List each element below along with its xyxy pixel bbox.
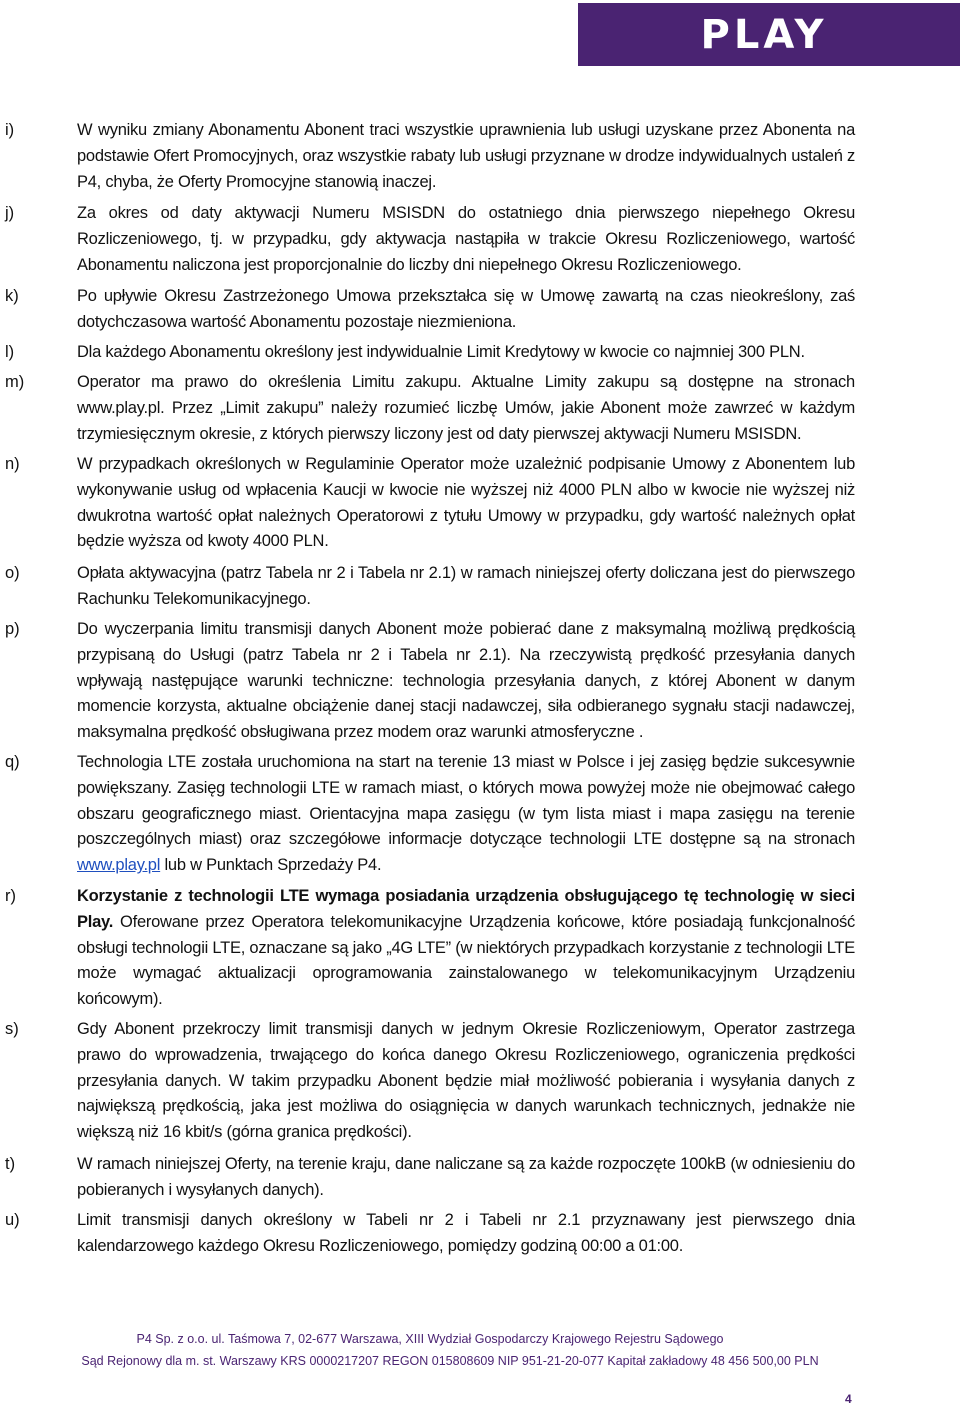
- clause-letter: k): [5, 287, 19, 305]
- clause-text-part: lub w Punktach Sprzedaży P4.: [160, 856, 382, 875]
- clause-text: Limit transmisji danych określony w Tabeli nr 2 i Tabeli nr 2.1 przyznawany jest pierwszego dnia kalendarzowego każdego Okresu Rozliczeniowego, pomiędzy godziną 00:00 a 01:00.: [77, 1211, 855, 1255]
- logo-text: PLAY: [700, 11, 828, 58]
- clause-letter: u): [5, 1211, 20, 1229]
- clause-text: Gdy Abonent przekroczy limit transmisji danych w jednym Okresie Rozliczeniowym, Operator zastrzega prawo do wprowadzenia, trwającego do końca danego Okresu Rozliczeniowego, ograniczenia prędkości przesyłania danych. W takim przypadku Abonent będzie miał możliwość pobierania i wysyłania danych z największą prędkością, jaka jest możliwa do osiągnięcia w danych warunkach technicznych, jednakże nie większą niż 16 kbit/s (górna granica prędkości).: [77, 1020, 855, 1142]
- clause-letter: n): [5, 455, 20, 473]
- clause-text-part: Technologia LTE została uruchomiona na start na terenie 13 miast w Polsce i jej zasięg będzie sukcesywnie powiększany. Zasięg technologii LTE w ramach miast, o których mowa powyżej może nie obejmować całego obszaru geograficznego miast. Orientacyjna mapa zasięgu (w tym lista miast i mapa zasięgu na terenie poszczególnych miast) oraz szczegółowe informacje dotyczące technologii LTE dostępne są na stronach: [77, 753, 855, 849]
- clause-letter: j): [5, 204, 15, 222]
- clause-text: W ramach niniejszej Oferty, na terenie kraju, dane naliczane są za każde rozpoczęte 100kB (w odniesieniu do pobieranych i wysyłanych danych).: [77, 1155, 855, 1199]
- clause-letter: l): [5, 343, 15, 361]
- clause-text: [77, 750, 855, 879]
- clause-text: W przypadkach określonych w Regulaminie Operator może uzależnić podpisanie Umowy z Abonentem lub wykonywanie usług od wpłacenia Kaucji w kwocie nie wyższej niż 4000 PLN albo w kwocie nie wyższej niż dwukrotna wartość opłat należnych Operatorowi z tytułu Umowy w przypadku, gdy wartość należnych opłat będzie wyższa od kwoty 4000 PLN.: [77, 455, 855, 551]
- footer-registration-line: Sąd Rejonowy dla m. st. Warszawy KRS 0000217207 REGON 015808609 NIP 951-21-20-077 Kapitał zakładowy 48 456 500,00 PLN: [81, 1354, 819, 1368]
- clause-letter: i): [5, 121, 15, 139]
- footer-company-line: P4 Sp. z o.o. ul. Taśmowa 7, 02-677 Warszawa, XIII Wydział Gospodarczy Krajowego Rejestru Sądowego: [136, 1332, 724, 1346]
- clause-letter: p): [5, 620, 20, 638]
- clause-text-part: Oferowane przez Operatora telekomunikacyjne Urządzenia końcowe, które posiadają funkcjonalność obsługi technologii LTE, oznaczane są jako „4G LTE” (w niektórych przypadkach korzystanie z technologii LTE może wymagać aktualizacji oprogramowania zainstalowanego w telekomunikacyjnym Urządzeniu końcowym).: [77, 912, 855, 1009]
- clause-bold-text: Korzystanie z technologii LTE wymaga posiadania urządzenia obsługującego tę technologię w sieci Play.: [77, 887, 855, 931]
- clause-text: Operator ma prawo do określenia Limitu zakupu. Aktualne Limity zakupu są dostępne na stronach www.play.pl. Przez „Limit zakupu” należy rozumieć liczbę Umów, jakie Abonent może zawrzeć w każdym trzymiesięcznym okresie, z których pierwszy liczony jest od daty pierwszej aktywacji Numeru MSISDN.: [77, 373, 855, 443]
- clause-text: [77, 884, 855, 1013]
- clause-letter: o): [5, 564, 20, 582]
- clause-text: W wyniku zmiany Abonamentu Abonent traci wszystkie uprawnienia lub usługi uzyskane przez Abonenta na podstawie Ofert Promocyjnych, oraz wszystkie rabaty lub usługi przyznane w drodze indywidualnych ustaleń z P4, chyba, że Oferty Promocyjne stanowią inaczej.: [77, 121, 855, 191]
- clause-letter: s): [5, 1020, 19, 1038]
- clause-letter: q): [5, 753, 20, 771]
- clause-letter: t): [5, 1155, 16, 1173]
- clause-text: Dla każdego Abonamentu określony jest indywidualnie Limit Kredytowy w kwocie co najmniej 300 PLN.: [77, 343, 805, 361]
- clause-text: Za okres od daty aktywacji Numeru MSISDN do ostatniego dnia pierwszego niepełnego Okresu Rozliczeniowego, tj. w przypadku, gdy aktywacja nastąpiła w trakcie Okresu Rozliczeniowego, wartość Abonamentu naliczona jest proporcjonalnie do liczby dni niepełnego Okresu Rozliczeniowego.: [77, 204, 855, 274]
- page-number: 4: [845, 1392, 852, 1406]
- clause-text: Opłata aktywacyjna (patrz Tabela nr 2 i Tabela nr 2.1) w ramach niniejszej oferty doliczana jest do pierwszego Rachunku Telekomunikacyjnego.: [77, 564, 855, 608]
- play-logo: [578, 3, 960, 66]
- play-website-link[interactable]: www.play.pl: [77, 856, 161, 875]
- clause-letter: m): [5, 373, 25, 391]
- clause-text: Po upływie Okresu Zastrzeżonego Umowa przekształca się w Umowę zawartą na czas nieokreślony, zaś dotychczasowa wartość Abonamentu pozostaje niezmieniona.: [77, 287, 855, 331]
- clause-letter: r): [5, 887, 16, 905]
- clause-text: Do wyczerpania limitu transmisji danych Abonent może pobierać dane z maksymalną możliwą prędkością przypisaną do Usługi (patrz Tabela nr 2 i Tabela nr 2.1). Na rzeczywistą prędkość przesyłania danych wpływają następujące warunki techniczne: technologia przesyłania danych, z której Abonent w danym momencie korzysta, aktualne obciążenie danej stacji nadawczej, siła odbieranego sygnału stacji nadawczej, maksymalna prędkość obsługiwana przez modem oraz warunki atmosferyczne .: [77, 620, 855, 742]
